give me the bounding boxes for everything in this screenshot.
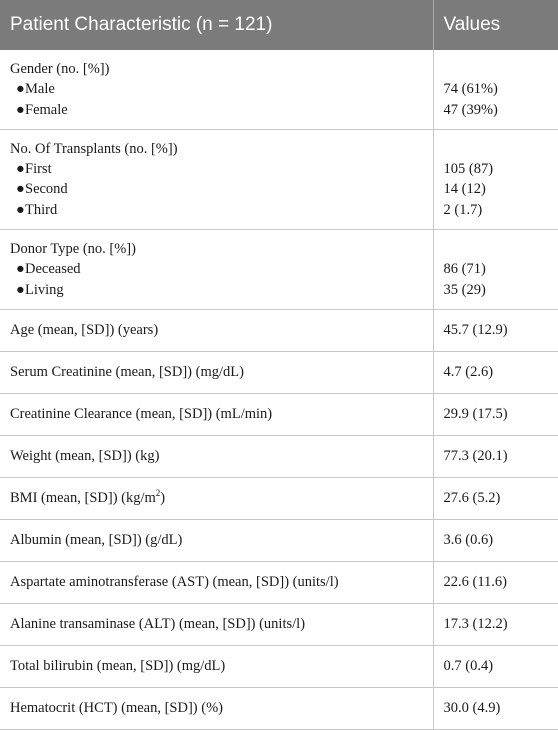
bullet-icon: ●	[16, 179, 25, 199]
table-row-serum-creatinine	[0, 351, 558, 393]
row-label: Total bilirubin (mean, [SD]) (mg/dL)	[0, 645, 433, 687]
table-row-hematocrit	[0, 687, 558, 729]
row-label: Creatinine Clearance (mean, [SD]) (mL/min)	[0, 393, 433, 435]
row-value: 3.6 (0.6)	[433, 519, 558, 561]
row-label	[0, 477, 433, 519]
table-row-weight	[0, 435, 558, 477]
row-value: 45.7 (12.9)	[433, 309, 558, 351]
row-label: Aspartate aminotransferase (AST) (mean, [SD]) (units/l)	[0, 561, 433, 603]
value-third: 2 (1.7)	[444, 200, 558, 220]
group-title-transplants: No. Of Transplants (no. [%])	[10, 139, 433, 159]
group-label-cell	[0, 129, 433, 229]
table-row-ast	[0, 561, 558, 603]
bmi-label-close: )	[160, 490, 165, 506]
row-value: 17.3 (12.2)	[433, 603, 558, 645]
bmi-superscript: 2	[156, 488, 161, 498]
row-value: 77.3 (20.1)	[433, 435, 558, 477]
row-value: 30.0 (4.9)	[433, 687, 558, 729]
table-row-total-bilirubin	[0, 645, 558, 687]
sub-item-male	[10, 79, 433, 99]
row-label: Albumin (mean, [SD]) (g/dL)	[0, 519, 433, 561]
table-header	[0, 0, 558, 50]
sub-item-label: Living	[25, 282, 64, 298]
bullet-icon: ●	[16, 79, 25, 99]
bullet-icon: ●	[16, 159, 25, 179]
sub-item-label: Male	[25, 81, 55, 97]
sub-item-label: Female	[25, 102, 68, 118]
sub-item-deceased	[10, 259, 433, 279]
group-value-cell	[433, 129, 558, 229]
sub-item-label: Third	[25, 202, 57, 218]
table-row-creatinine-clearance	[0, 393, 558, 435]
bullet-icon: ●	[16, 100, 25, 120]
value-male: 74 (61%)	[444, 79, 558, 99]
bullet-icon: ●	[16, 259, 25, 279]
header-characteristic: Patient Characteristic (n = 121)	[0, 0, 433, 50]
table-row-alt	[0, 603, 558, 645]
group-value-cell	[433, 50, 558, 129]
sub-item-female	[10, 100, 433, 120]
row-label: Hematocrit (HCT) (mean, [SD]) (%)	[0, 687, 433, 729]
row-value: 22.6 (11.6)	[433, 561, 558, 603]
value-living: 35 (29)	[444, 280, 558, 300]
sub-item-label: Second	[25, 181, 68, 197]
value-first: 105 (87)	[444, 159, 558, 179]
table-row-donor-type	[0, 230, 558, 310]
group-label-cell	[0, 230, 433, 310]
row-value: 0.7 (0.4)	[433, 645, 558, 687]
table-row-transplants	[0, 129, 558, 229]
row-label: Age (mean, [SD]) (years)	[0, 309, 433, 351]
value-second: 14 (12)	[444, 179, 558, 199]
table-row-albumin	[0, 519, 558, 561]
table-row-gender	[0, 50, 558, 129]
bmi-label-text: BMI (mean, [SD]) (kg/m	[10, 490, 156, 506]
row-value: 29.9 (17.5)	[433, 393, 558, 435]
group-title-donor: Donor Type (no. [%])	[10, 239, 433, 259]
sub-item-label: Deceased	[25, 261, 81, 277]
sub-item-living	[10, 280, 433, 300]
group-label-cell	[0, 50, 433, 129]
header-values: Values	[433, 0, 558, 50]
bullet-icon: ●	[16, 280, 25, 300]
table-row-age	[0, 309, 558, 351]
header-row	[0, 0, 558, 50]
group-value-cell	[433, 230, 558, 310]
sub-item-third	[10, 200, 433, 220]
sub-item-first	[10, 159, 433, 179]
row-label: Weight (mean, [SD]) (kg)	[0, 435, 433, 477]
table-row-bmi	[0, 477, 558, 519]
sub-item-label: First	[25, 161, 52, 177]
sub-item-second	[10, 179, 433, 199]
bullet-icon: ●	[16, 200, 25, 220]
row-label: Alanine transaminase (ALT) (mean, [SD]) (units/l)	[0, 603, 433, 645]
row-value: 27.6 (5.2)	[433, 477, 558, 519]
group-title-gender: Gender (no. [%])	[10, 59, 433, 79]
row-label: Serum Creatinine (mean, [SD]) (mg/dL)	[0, 351, 433, 393]
value-female: 47 (39%)	[444, 100, 558, 120]
row-value: 4.7 (2.6)	[433, 351, 558, 393]
value-deceased: 86 (71)	[444, 259, 558, 279]
